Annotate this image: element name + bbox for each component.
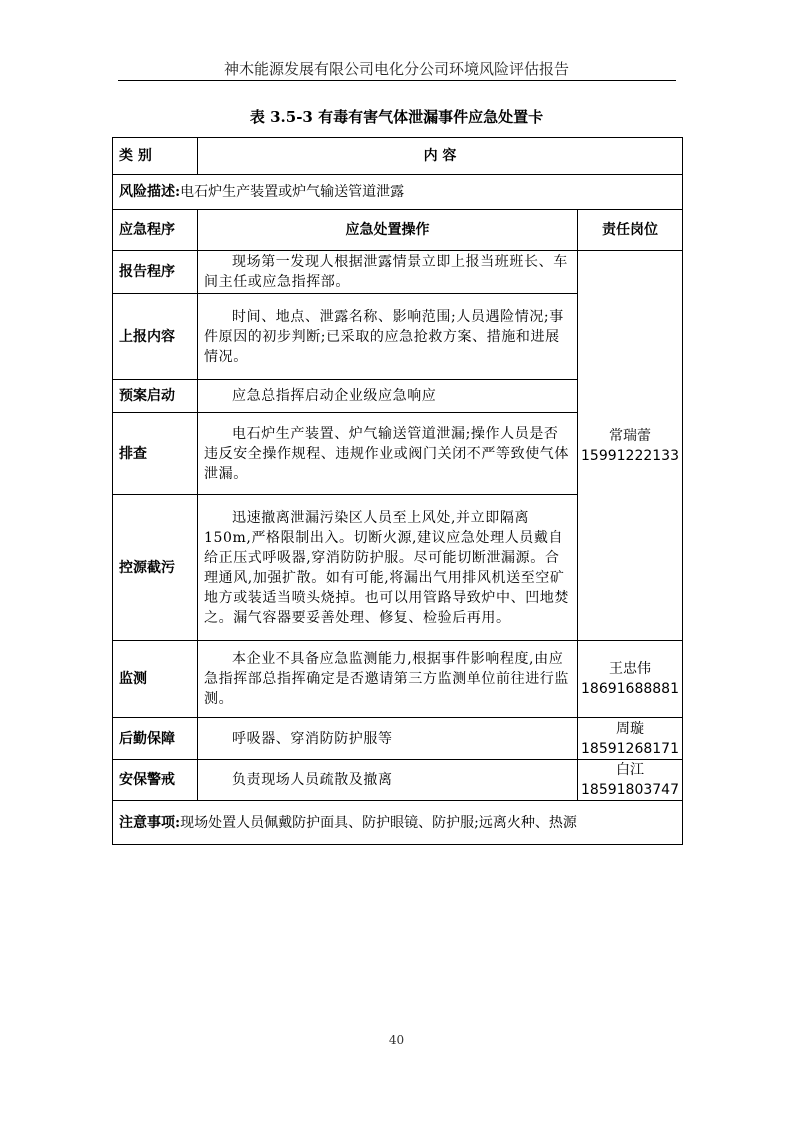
procedure-operation: 呼吸器、穿消防防护服等 — [198, 718, 578, 760]
procedure-header: 应急程序 — [113, 210, 198, 251]
procedure-name: 控源截污 — [113, 495, 198, 641]
procedure-operation: 迅速撤离泄漏污染区人员至上风处,并立即隔离150m,严格限制出入。切断火源,建议应急处理人员戴自给正压式呼吸器,穿消防防护服。尽可能切断泄漏源。合理通风,加强扩散。如有可能,将漏出气用排风机送至空矿地方或装适当喷头烧掉。也可以用管路导致炉中、凹地焚之。漏气容器要妥善处理、修复、检验后再用。 — [198, 495, 578, 641]
procedure-name: 预案启动 — [113, 380, 198, 413]
content-header: 内 容 — [198, 138, 683, 175]
table-row — [113, 760, 683, 801]
responsible-phone: 18591268171 — [581, 740, 679, 757]
risk-label: 风险描述: — [119, 184, 181, 200]
responsible-cell — [578, 718, 683, 760]
risk-row — [113, 175, 683, 210]
table-row — [113, 718, 683, 760]
procedure-name: 上报内容 — [113, 294, 198, 380]
risk-text: 电石炉生产装置或炉气输送管道泄露 — [180, 184, 405, 200]
category-header: 类 别 — [113, 138, 198, 175]
procedure-operation: 应急总指挥启动企业级应急响应 — [198, 380, 578, 413]
emergency-card-table — [112, 137, 683, 845]
table-row — [113, 641, 683, 718]
procedure-name: 安保警戒 — [113, 760, 198, 801]
procedure-operation: 电石炉生产装置、炉气输送管道泄漏;操作人员是否违反安全操作规程、违规作业或阀门关闭不严等致使气体泄漏。 — [198, 413, 578, 495]
operation-header: 应急处置操作 — [198, 210, 578, 251]
responsible-phone: 18691688881 — [581, 681, 679, 697]
procedure-operation: 本企业不具备应急监测能力,根据事件影响程度,由应急指挥部总指挥确定是否邀请第三方监测单位前往进行监测。 — [198, 641, 578, 718]
procedure-operation: 时间、地点、泄露名称、影响范围;人员遇险情况;事件原因的初步判断;已采取的应急抢救方案、措施和进展情况。 — [198, 294, 578, 380]
responsible-name: 白江 — [616, 762, 644, 778]
page-header: 神木能源发展有限公司电化分公司环境风险评估报告 — [223, 60, 569, 78]
procedure-operation: 负责现场人员疏散及撤离 — [198, 760, 578, 801]
table-title: 表 3.5-3 有毒有害气体泄漏事件应急处置卡 — [249, 108, 544, 126]
note-text: 现场处置人员佩戴防护面具、防护眼镜、防护服;远离火种、热源 — [180, 814, 577, 831]
responsible-phone: 18591803747 — [581, 782, 679, 798]
responsible-cell — [578, 641, 683, 718]
responsible-cell — [578, 760, 683, 801]
procedure-name: 排查 — [113, 413, 198, 495]
column-header-row — [113, 210, 683, 251]
page-number: 40 — [388, 1033, 405, 1047]
responsible-name: 周璇 — [616, 720, 644, 737]
note-cell — [113, 801, 683, 845]
responsible-phone: 15991222133 — [581, 447, 679, 464]
responsible-name: 王忠伟 — [609, 661, 651, 677]
procedure-name: 监测 — [113, 641, 198, 718]
table-head-row — [113, 138, 683, 175]
procedure-name: 报告程序 — [113, 251, 198, 294]
risk-cell — [113, 175, 683, 210]
header-rule — [118, 80, 676, 81]
responsible-cell — [578, 251, 683, 641]
position-header: 责任岗位 — [578, 210, 683, 251]
procedure-name: 后勤保障 — [113, 718, 198, 760]
table-row — [113, 251, 683, 294]
procedure-operation: 现场第一发现人根据泄露情景立即上报当班班长、车间主任或应急指挥部。 — [198, 251, 578, 294]
note-label: 注意事项: — [119, 814, 181, 831]
note-row — [113, 801, 683, 845]
responsible-name: 常瑞蕾 — [609, 427, 651, 444]
